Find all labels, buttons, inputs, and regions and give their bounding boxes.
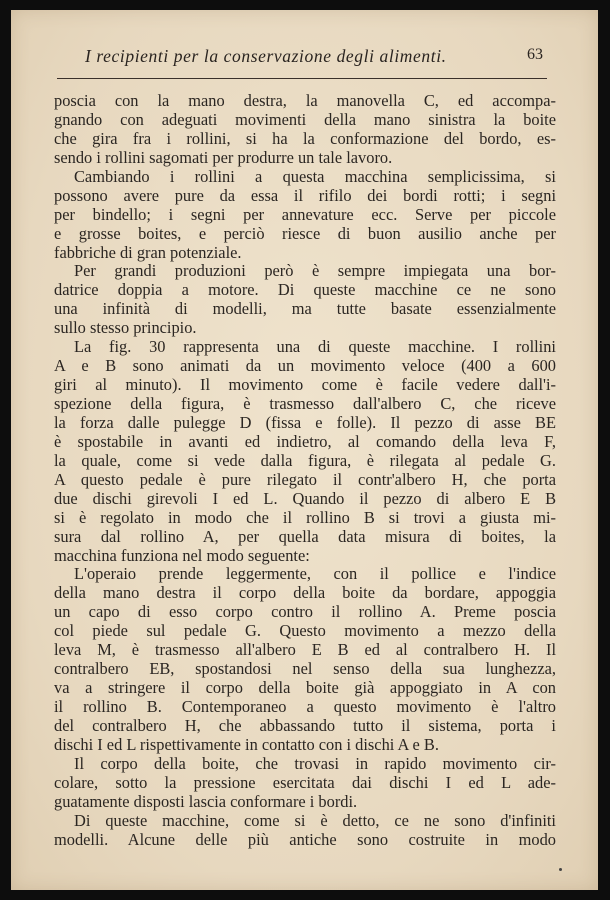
text-line: Il corpo della boite, che trovasi in rapido movimento cir- [74, 753, 556, 773]
text-line: dischi I ed L rispettivamente in contatto con i dischi A e B. [54, 734, 439, 754]
text-line: sullo stesso principio. [54, 318, 197, 338]
text-line: A e B sono animati da un movimento veloce (400 a 600 [54, 356, 556, 376]
text-line: datrice doppia a motore. Di queste macchine ce ne sono [54, 280, 556, 300]
text-line: modelli. Alcune delle più antiche sono costruite in modo [54, 829, 556, 849]
text-line: leva M, è trasmesso all'albero E B ed al contralbero H. Il [54, 640, 556, 660]
text-line: sura dal rollino A, per quella data misura di boites, la [54, 526, 556, 546]
text-line: che gira fra i rollini, si ha la conformazione del bordo, es- [54, 128, 556, 148]
text-line: col piede sul pedale G. Questo movimento a mezzo della [54, 621, 556, 641]
text-line: spezione della figura, è trasmesso dall'albero C, che riceve [54, 394, 556, 413]
text-line: un capo di esso corpo contro il rollino A. Preme poscia [54, 602, 556, 622]
text-line: La fig. 30 rappresenta una di queste macchine. I rollini [74, 337, 556, 357]
text-line: Di queste macchine, come si è detto, ce ne sono d'infiniti [74, 810, 556, 830]
text-line: la quale, come si vede dalla figura, è rilegata al pedale G. [54, 450, 556, 470]
ink-speck [559, 868, 562, 871]
text-line: guatamente disposti lascia conformare i bordi. [54, 791, 358, 811]
text-line: sendo i rollini sagomati per produrre un tale lavoro. [54, 147, 393, 167]
text-line: una infinità di modelli, ma tutte basate essenzialmente [54, 299, 556, 319]
text-line: gnando con adeguati movimenti della mano sinistra la boite [54, 109, 556, 129]
text-line: giri al minuto). Il movimento come è facile vedere dall'i- [54, 375, 556, 395]
text-line: va a stringere il corpo della boite già appoggiato in A con [54, 678, 556, 698]
body-text [54, 92, 556, 850]
text-line: contralbero EB, spostandosi nel senso della sua lunghezza, [54, 659, 556, 679]
text-line: possono avere pure da essa il rifilo dei bordi rotti; i segni [54, 185, 556, 205]
text-line: si è regolato in modo che il rollino B si trovi a giusta mi- [54, 507, 556, 527]
text-line: colare, sotto la pressione esercitata dai dischi I ed L ade- [54, 772, 556, 792]
text-line: il rollino B. Contemporaneo a questo movimento è l'altro [54, 697, 556, 716]
text-line: la forza dalle pulegge D (fissa e folle). Il pezzo di asse BE [54, 412, 556, 432]
text-line: fabbriche di gran potenziale. [54, 242, 242, 262]
text-line: della mano destra il corpo della boite da bordare, appoggia [54, 583, 556, 603]
text-line: macchina funziona nel modo seguente: [54, 545, 310, 565]
running-title: I recipienti per la conservazione degli alimenti. [85, 46, 447, 66]
text-line: A questo pedale è pure rilegato il contr'albero H, che porta [54, 469, 556, 489]
page-number: 63 [527, 46, 543, 63]
text-line: è spostabile in avanti ed indietro, al comando della leva F, [54, 431, 556, 451]
text-line: Cambiando i rollini a questa macchina semplicissima, si [74, 166, 556, 186]
book-page [11, 10, 598, 890]
text-line: poscia con la mano destra, la manovella C, ed accompa- [54, 91, 556, 110]
text-line: due dischi girevoli I ed L. Quando il pezzo di albero E B [54, 488, 556, 508]
text-line: e grosse boites, e perciò riesce di buon ausilio anche per [54, 223, 556, 243]
running-header [57, 34, 547, 79]
text-line: L'operaio prende leggermente, con il pollice e l'indice [74, 564, 556, 584]
text-line: Per grandi produzioni però è sempre impiegata una bor- [74, 261, 556, 281]
text-line: per bindello; i segni per annevature ecc. Serve per piccole [54, 204, 556, 224]
text-line: del contralbero H, che abbassando tutto il sistema, porta i [54, 715, 556, 735]
